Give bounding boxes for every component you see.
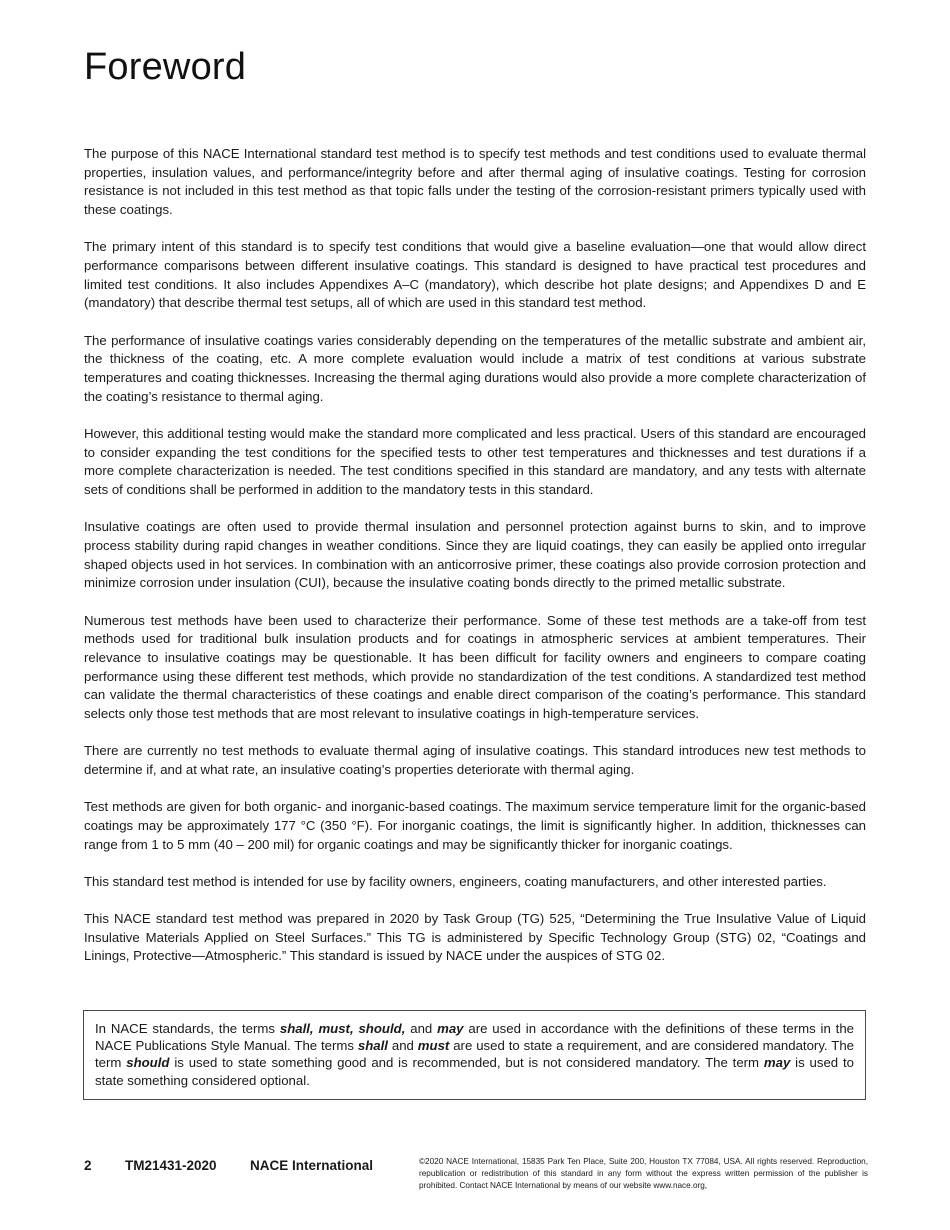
copyright-notice: ©2020 NACE International, 15835 Park Ten Place, Suite 200, Houston TX 77084, USA. All rights reserved. Reproduction, republication or redistribution of this standard in any form without the express written permission of the publisher is prohibited. Contact NACE International by means of our website www.nace.org,	[419, 1157, 868, 1190]
page-number: 2	[84, 1158, 92, 1173]
notice-term: shall	[357, 1038, 388, 1054]
paragraph-insulative-uses: Insulative coatings are often used to provide thermal insulation and personnel protection against burns to skin, and to improve process stability during rapid changes in weather conditions. Since they are liquid coatings, they can easily be applied onto irregular shaped objects used in hot services. In combination with an anticorrosive primer, these coatings also provide corrosion protection and minimize corrosion under insulation (CUI), because the insulative coating bonds directly to the primed metallic substrate.	[84, 519, 866, 591]
notice-term: shall, must, should,	[279, 1021, 406, 1036]
paragraph-test-methods: Numerous test methods have been used to characterize their performance. Some of these test methods are a take-off from test methods used for traditional bulk insulation products and for coatings in atmospheric services at ambient temperatures. Their relevance to insulative coatings may be questionable. It has been difficult for facility owners and engineers to compare coating performance using these different test methods, which provide no standardization of the test conditions. A standardized test method can validate the thermal characteristics of these coatings and enable direct comparison of the coating’s performance. This standard selects only those test methods that are most relevant to insulative coatings in high-temperature services.	[84, 612, 866, 722]
paragraph-thermal-aging: There are currently no test methods to evaluate thermal aging of insulative coatings. This standard introduces new test methods to determine if, and at what rate, an insulative coating’s properties deteriorate with thermal aging.	[84, 743, 866, 777]
terminology-notice-box	[83, 1010, 866, 1100]
document-id: TM21431-2020	[125, 1158, 217, 1173]
page-footer	[84, 1156, 868, 1196]
paragraph-intended-users: This standard test method is intended for use by facility owners, engineers, coating manufacturers, and other interested parties.	[84, 873, 827, 889]
notice-term: must	[417, 1038, 450, 1054]
page-title: Foreword	[84, 46, 247, 88]
paragraph-task-group: This NACE standard test method was prepared in 2020 by Task Group (TG) 525, “Determining the True Insulative Value of Liquid Insulative Materials Applied on Steel Surfaces.” This TG is administered by Specific Technology Group (STG) 02, “Coatings and Linings, Protective—Atmospheric.” This standard is issued by NACE under the auspices of STG 02.	[84, 911, 866, 964]
notice-text: is used to state something considered optional.	[95, 1055, 854, 1088]
notice-term: may	[763, 1055, 791, 1071]
notice-text: is used to state something good and is recommended, but is not considered mandatory. The term	[169, 1055, 764, 1071]
paragraph-coating-types: Test methods are given for both organic- and inorganic-based coatings. The maximum service temperature limit for the organic-based coatings may be approximately 177 °C (350 °F). For inorganic coatings, the limit is significantly higher. In addition, thicknesses can range from 1 to 5 mm (40 – 200 mil) for organic coatings and may be significantly thicker for inorganic coatings.	[84, 799, 866, 852]
paragraph-purpose: The purpose of this NACE International standard test method is to specify test methods and test conditions used to evaluate thermal properties, insulation values, and performance/integrity before and after thermal aging of insulative coatings. Testing for corrosion resistance is not included in this test method as that topic falls under the testing of the corrosion-resistant primers typically used with these coatings.	[84, 146, 866, 218]
notice-text: and	[405, 1021, 438, 1036]
paragraph-primary-intent: The primary intent of this standard is to specify test conditions that would give a baseline evaluation—one that would allow direct performance comparisons between different insulative coatings. This standard is designed to have practical test procedures and limited test conditions. It also includes Appendixes A–C (mandatory), which describe hot plate designs; and Appendixes D and E (mandatory) that describe thermal test setups, all of which are used in this standard test method.	[84, 239, 866, 311]
paragraph-performance: The performance of insulative coatings varies considerably depending on the temperatures of the metallic substrate and ambient air, the thickness of the coating, etc. A more complete evaluation would include a matrix of test conditions at various substrate temperatures and coating thicknesses. Increasing the thermal aging durations would also provide a more complete characterization of the coating’s resistance to thermal aging.	[84, 332, 866, 404]
notice-text: In NACE standards, the terms	[95, 1021, 280, 1036]
notice-term: should	[126, 1055, 170, 1071]
notice-text: and	[387, 1038, 418, 1054]
notice-term: may	[437, 1021, 464, 1036]
foreword-body	[84, 145, 866, 985]
notice-text: are used to state a requirement, and are considered mandatory. The term	[95, 1038, 854, 1071]
organization-name: NACE International	[250, 1158, 374, 1173]
paragraph-additional-testing: However, this additional testing would make the standard more complicated and less practical. Users of this standard are encouraged to consider expanding the test conditions for the specified tests to other test temperatures and thicknesses and test durations if a more complete characterization is needed. The test conditions specified in this standard are mandatory, and any tests with alternate sets of conditions shall be performed in addition to the mandatory tests in this standard.	[84, 425, 866, 498]
notice-text: are used in accordance with the definitions of these terms in the NACE Publications Style Manual. The terms	[95, 1021, 854, 1054]
